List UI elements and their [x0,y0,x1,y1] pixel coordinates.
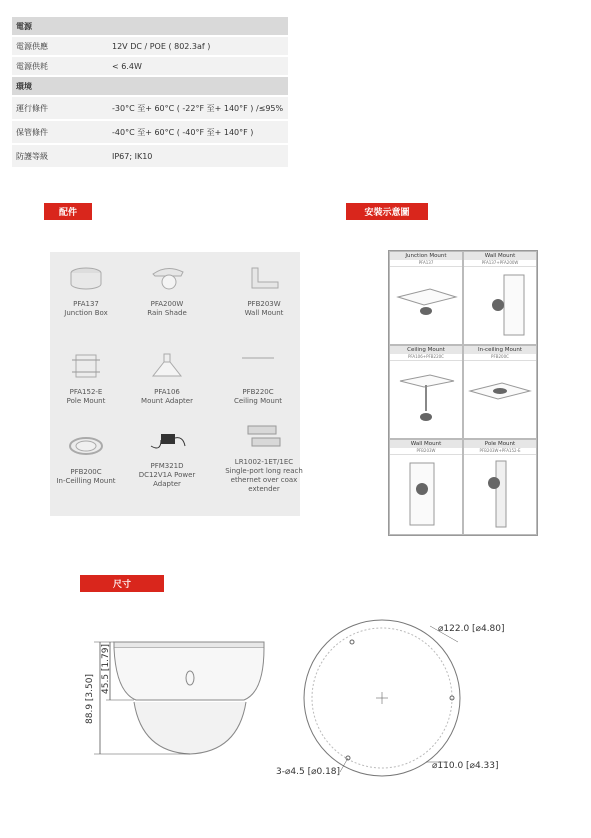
install-title: Wall Mount [464,252,536,260]
top-view-drawing [304,620,460,776]
accessories-section-tag: 配件 [44,203,92,220]
accessory-item [224,264,304,318]
install-parts: PFB203W [390,448,462,455]
install-title: Wall Mount [390,440,462,448]
accessory-item [46,432,126,486]
ceiling-mount-icon [390,361,462,437]
accessory-name: Pole Mount [66,397,106,405]
install-cell [463,345,537,439]
diameter-outer-label: ⌀122.0 [⌀4.80] [438,624,505,634]
power-consumption-label: 電源供耗 [12,56,108,76]
ethernet-extender-icon [244,422,284,450]
install-title: Ceiling Mount [390,346,462,354]
accessory-name: DC12V1A Power Adapter [138,471,196,488]
ceiling-mount-icon [238,352,278,380]
height-top-label: 45.5 [1.79] [101,644,111,694]
power-supply-label: 電源供應 [12,36,108,56]
in-ceiling-mount-icon [66,432,106,460]
accessory-code: PFA137 [73,300,99,308]
protection-value: IP67; IK10 [108,144,288,168]
accessory-item [46,352,126,406]
accessory-item [46,264,126,318]
accessory-code: PFB220C [242,388,274,396]
junction-box-icon [66,264,106,292]
height-total-label: 88.9 [3.50] [85,674,95,724]
rain-shade-icon [147,264,187,292]
mount-adapter-icon [147,352,187,380]
accessory-code: PFA152-E [69,388,103,396]
accessory-code: PFA200W [150,300,184,308]
storage-conditions-label: 保管條件 [12,120,108,144]
dimensions-section-tag: 尺寸 [80,575,164,592]
install-cell [389,345,463,439]
install-cell [463,439,537,535]
install-cell [389,251,463,345]
accessory-code: PFA106 [154,388,180,396]
wall-mount-icon [390,455,462,533]
power-section-title: 電源 [12,17,288,36]
accessory-item [218,352,298,406]
dimension-drawing [80,612,520,788]
operating-conditions-value: -30°C 至+ 60°C ( -22°F 至+ 140°F ) /≤95% [108,96,288,120]
install-cell [463,251,537,345]
accessory-item [127,426,207,489]
installation-section-tag: 安裝示意圖 [346,203,428,220]
accessory-name: Mount Adapter [141,397,193,405]
installation-diagram [388,250,538,536]
install-title: Pole Mount [464,440,536,448]
install-parts: PFB200C [464,354,536,361]
spec-table [12,17,288,169]
pole-mount-icon [66,352,106,380]
protection-label: 防護等級 [12,144,108,168]
accessory-item [222,422,306,494]
power-consumption-value: < 6.4W [108,56,288,76]
accessory-name: In-Ceilling Mount [56,477,116,485]
accessory-code: PFB200C [70,468,102,476]
accessory-code: PFB203W [247,300,281,308]
accessory-name: Junction Box [64,309,108,317]
accessory-item [127,352,207,406]
install-parts: PFA137 [390,260,462,267]
accessory-code: LR1002-1ET/1EC [234,458,294,466]
install-parts: PFB203W+PFA152-E [464,448,536,455]
install-cell [389,439,463,535]
accessory-name: Single-port long reach ethernet over coax extender [225,467,303,493]
storage-conditions-value: -40°C 至+ 60°C ( -40°F 至+ 140°F ) [108,120,288,144]
pole-mount-icon [464,455,536,533]
accessory-name: Ceiling Mount [233,397,283,405]
wall-mount-icon [244,264,284,292]
diameter-inner-label: ⌀110.0 [⌀4.33] [432,761,499,771]
operating-conditions-label: 運行條件 [12,96,108,120]
accessory-code: PFM321D [150,462,184,470]
power-supply-value: 12V DC / POE ( 802.3af ) [108,36,288,56]
install-title: In-ceiling Mount [464,346,536,354]
accessory-name: Wall Mount [244,309,284,317]
mounting-holes-label: 3-⌀4.5 [⌀0.18] [276,767,341,777]
in-ceiling-mount-icon [464,361,536,437]
side-view-drawing [94,642,264,754]
install-title: Junction Mount [390,252,462,260]
accessory-item [127,264,207,318]
junction-mount-icon [390,267,462,343]
install-parts: PFA137+PFA200W [464,260,536,267]
install-parts: PFA106+PFB220C [390,354,462,361]
accessory-name: Rain Shade [147,309,187,317]
power-adapter-icon [147,426,187,454]
environment-section-title: 環境 [12,76,288,96]
wall-mount-icon [464,267,536,343]
